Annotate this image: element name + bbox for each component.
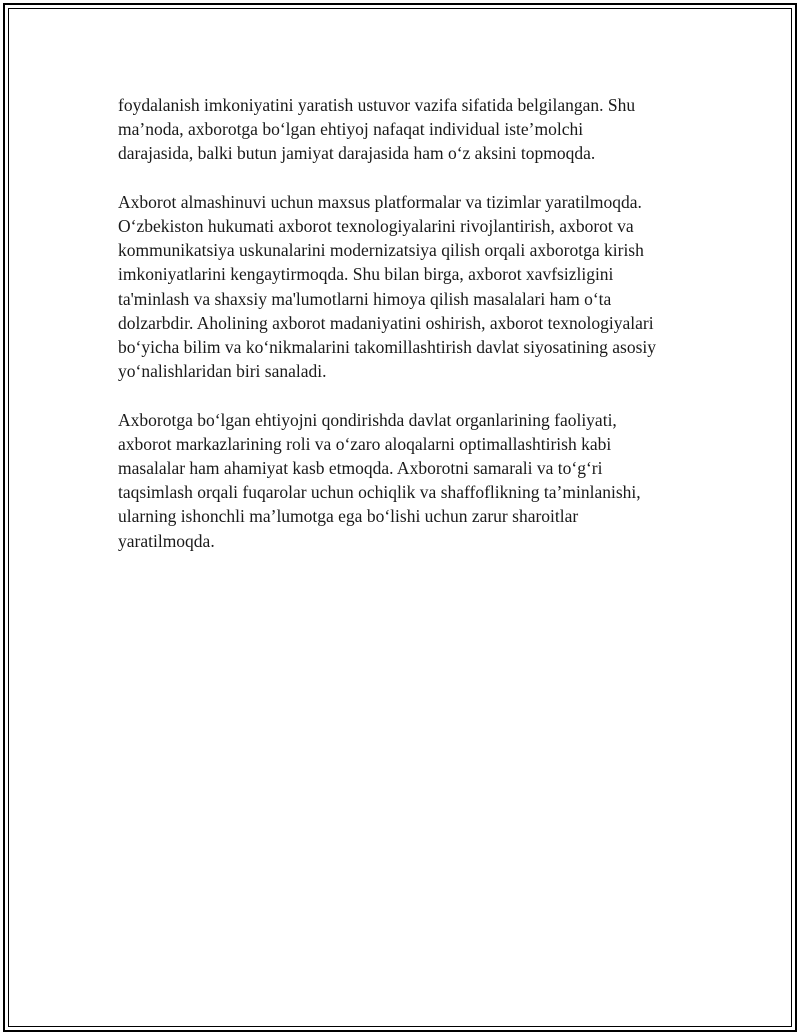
paragraph-1 [118,93,708,166]
text-line: O‘zbekiston hukumati axborot texnologiyalarini rivojlantirish, axborot va [118,216,634,236]
text-line: Axborot almashinuvi uchun maxsus platformalar va tizimlar yaratilmoqda. [118,191,642,212]
text-line: bo‘yicha bilim va ko‘nikmalarini takomillashtirish davlat siyosatining asosiy [118,337,657,358]
text-line: Axborotga bo‘lgan ehtiyojni qondirishda davlat organlarining faoliyati, [118,409,617,430]
text-line: darajasida, balki butun jamiyat darajasida ham o‘z aksini topmoqda. [118,143,596,164]
text-line: ularning ishonchli ma’lumotga ega bo‘lishi uchun zarur sharoitlar [118,506,579,527]
text-line: taqsimlash orqali fuqarolar uchun ochiqlik va shaffoflikning ta’minlanishi, [118,482,641,503]
text-line: kommunikatsiya uskunalarini modernizatsiya qilish orqali axborotga kirish [118,240,644,261]
text-line: ta'minlash va shaxsiy ma'lumotlarni himoya qilish masalalari ham o‘ta [118,288,612,309]
text-line: masalalar ham ahamiyat kasb etmoqda. Axborotni samarali va to‘g‘ri [118,458,603,479]
text-line: imkoniyatlarini kengaytirmoqda. Shu bilan birga, axborot xavfsizligini [118,264,614,285]
text-line: foydalanish imkoniyatini yaratish ustuvor vazifa sifatida belgilangan. Shu [118,95,636,115]
text-line: yaratilmoqda. [118,530,215,551]
text-line: axborot markazlarining roli va o‘zaro aloqalarni optimallashtirish kabi [118,433,612,454]
text-line: dolzarbdir. Aholining axborot madaniyatini oshirish, axborot texnologiyalari [118,312,654,333]
text-line: yo‘nalishlaridan biri sanaladi. [118,361,327,382]
paragraph-3 [118,408,708,553]
paragraph-2 [118,190,708,384]
text-line: ma’noda, axborotga bo‘lgan ehtiyoj nafaqat individual iste’molchi [118,119,584,140]
document-body [118,93,708,577]
